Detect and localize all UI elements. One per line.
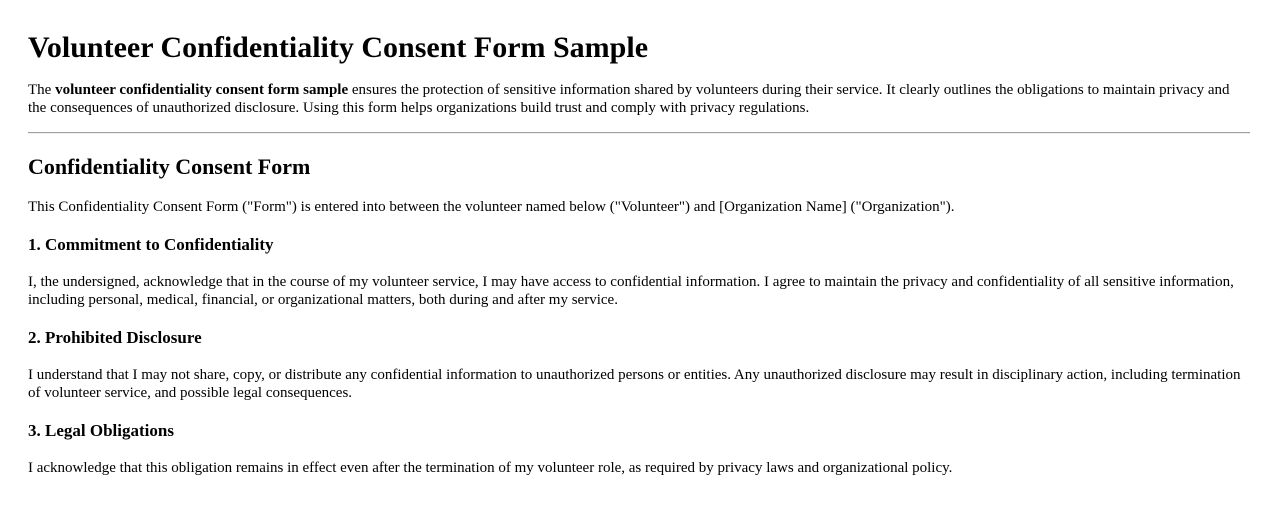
form-intro-paragraph: This Confidentiality Consent Form ("Form") is entered into between the volunteer named below ("Volunteer") and [Organization Name] ("Organization"). [28,199,955,215]
section-heading-prohibited-disclosure: 2. Prohibited Disclosure [28,328,202,347]
page-title: Volunteer Confidentiality Consent Form Sample [28,31,649,64]
section-body-legal-obligations: I acknowledge that this obligation remains in effect even after the termination of my volunteer role, as required by privacy laws and organizational policy. [28,460,953,476]
intro-bold-term: volunteer confidentiality consent form sample [55,82,349,98]
intro-prefix: The [28,82,56,98]
section-divider [28,132,1250,134]
section-heading-legal-obligations: 3. Legal Obligations [28,421,174,440]
form-heading: Confidentiality Consent Form [28,154,311,179]
intro-paragraph [28,81,1250,117]
section-body-commitment: I, the undersigned, acknowledge that in the course of my volunteer service, I may have access to confidential information. I agree to maintain the privacy and confidentiality of all sensitive information, including personal, medical, financial, or organizational matters, both during and after my service. [28,274,1234,308]
intro-suffix: ensures the protection of sensitive information shared by volunteers during their service. It clearly outlines the obligations to maintain privacy and the consequences of unauthorized disclosure. Using this form helps organizations build trust and comply with privacy regulations. [28,82,1230,116]
section-heading-commitment: 1. Commitment to Confidentiality [28,235,274,254]
document-page [0,30,1278,477]
section-body-prohibited-disclosure: I understand that I may not share, copy, or distribute any confidential information to unauthorized persons or entities. Any unauthorized disclosure may result in disciplinary action, including termination of volunteer service, and possible legal consequences. [28,367,1241,401]
